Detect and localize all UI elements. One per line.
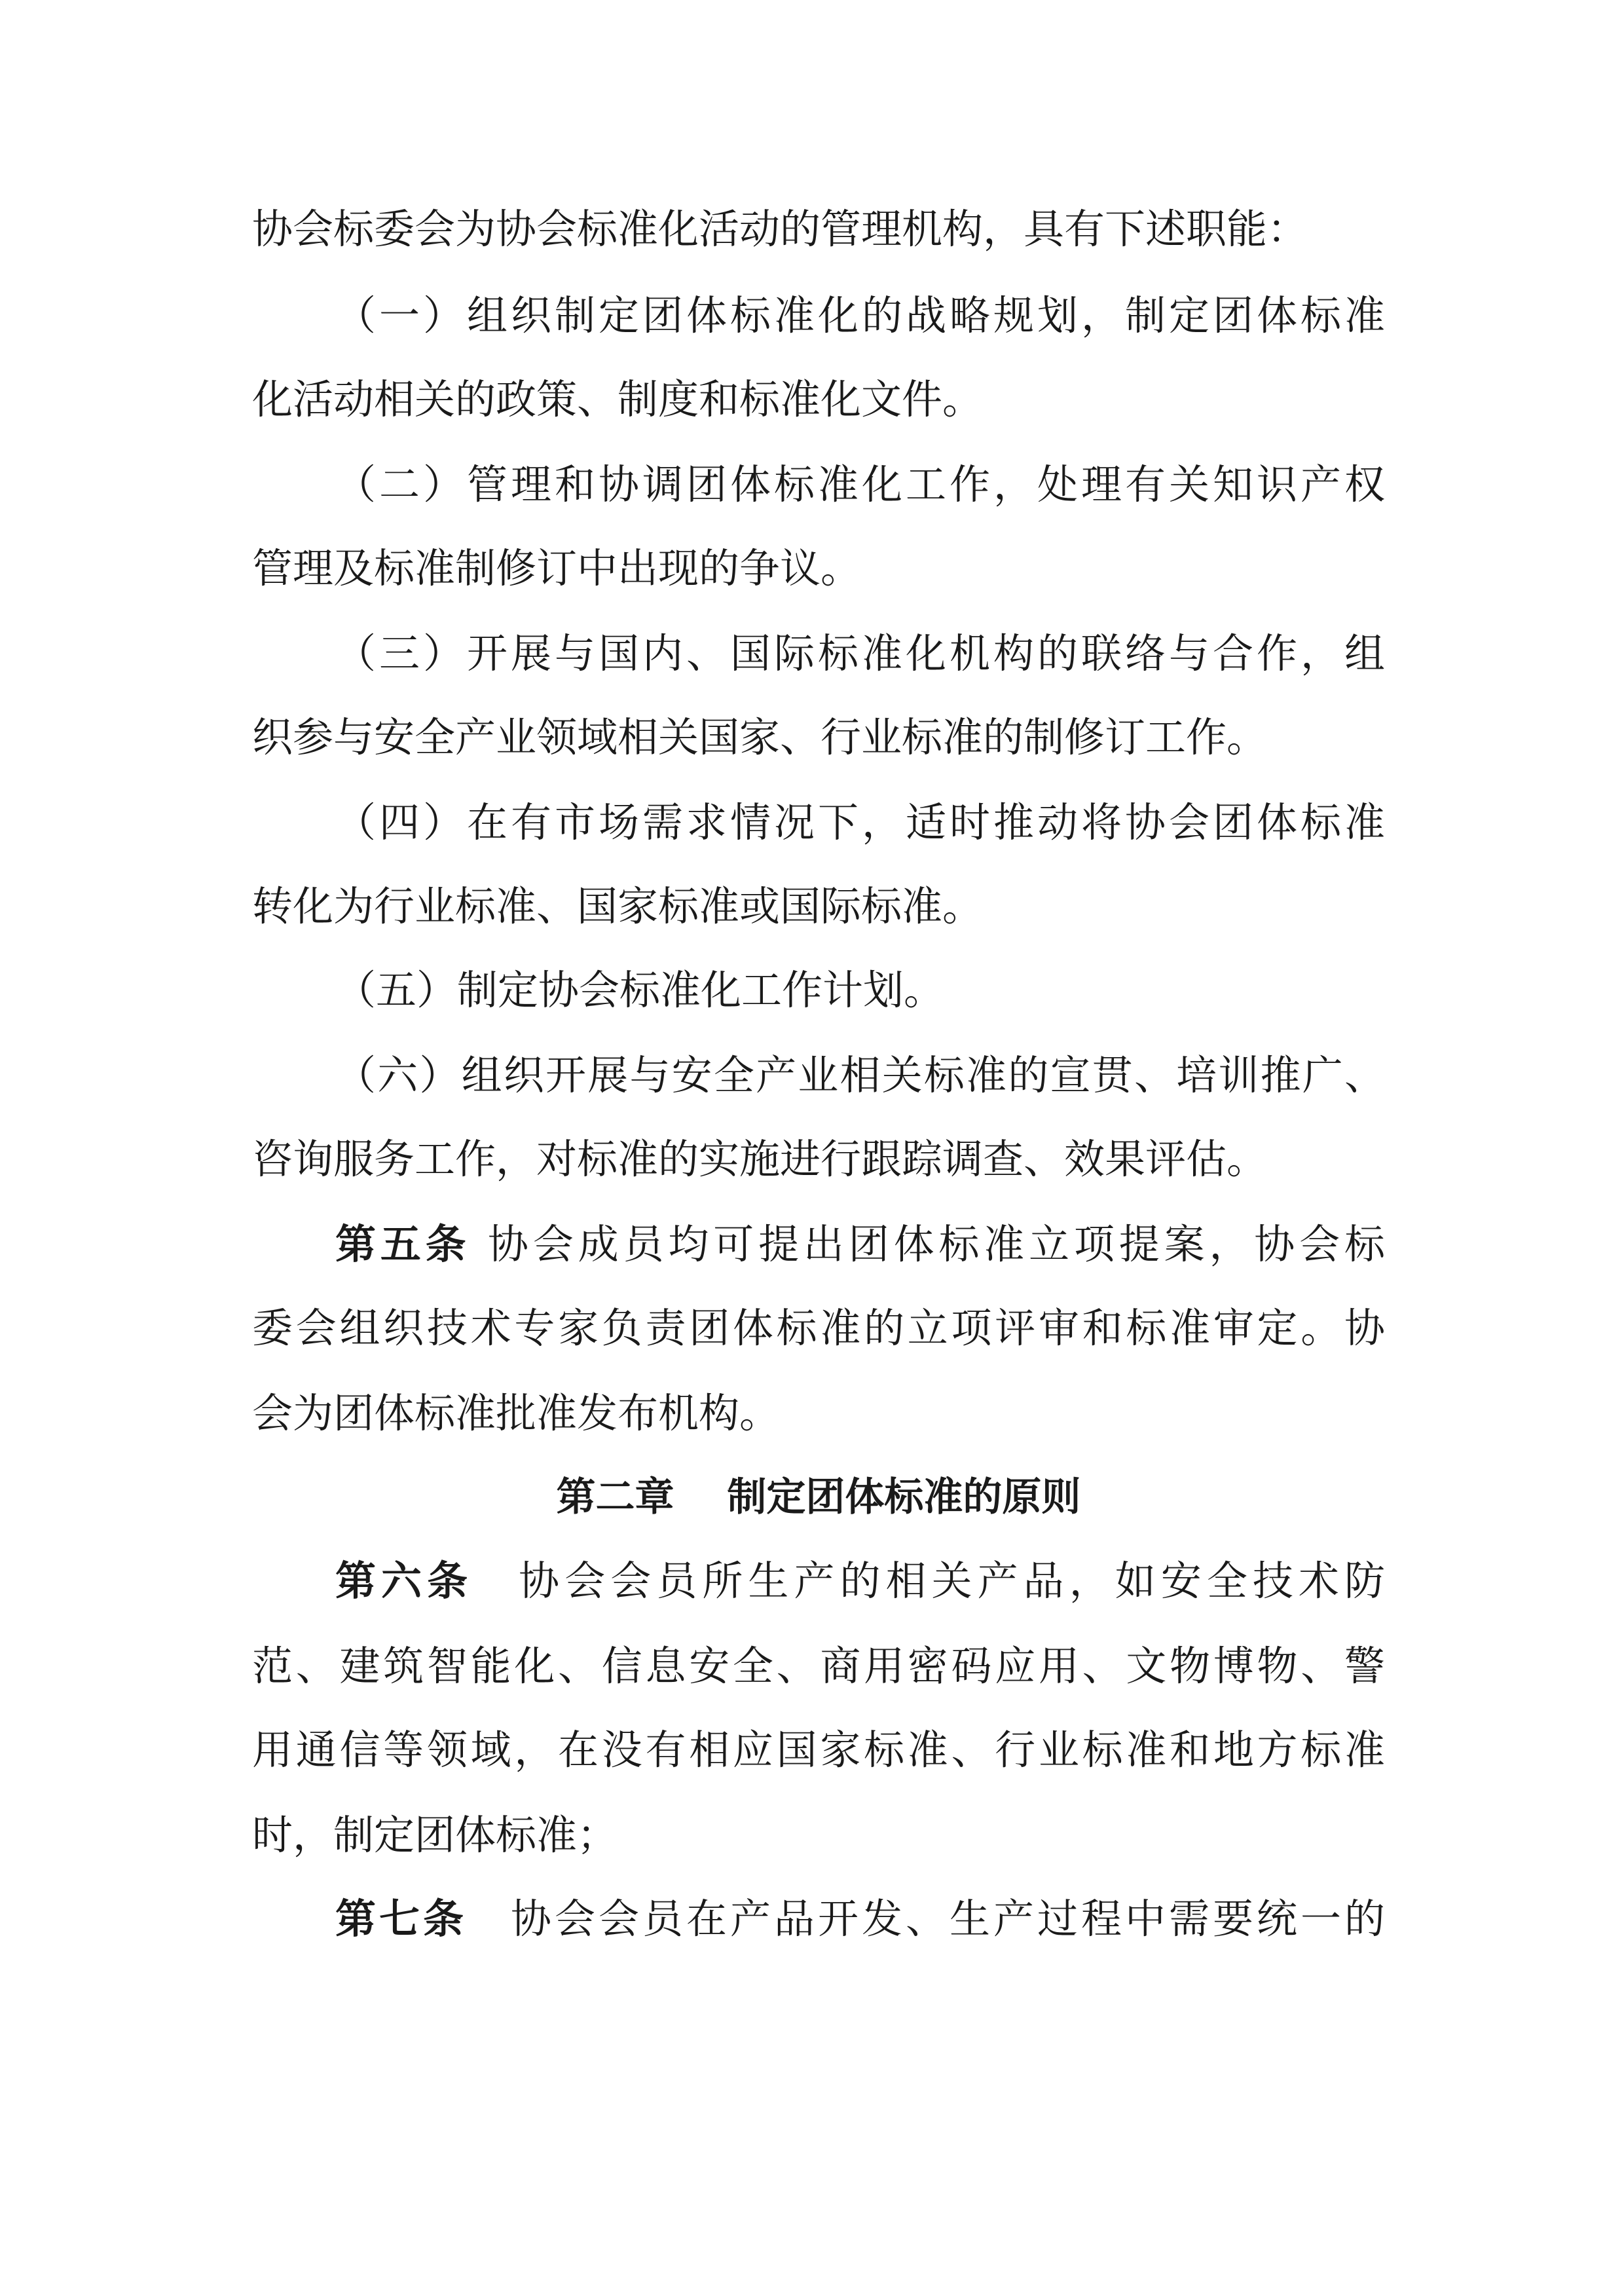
article5-line-2: 委会组织技术专家负责团体标准的立项评审和标准审定。协: [252, 1304, 1385, 1352]
article5-line-3: 会为团体标准批准发布机构。: [252, 1389, 781, 1437]
item6-line-1: （六）组织开展与安全产业相关标准的宣贯、培训推广、: [335, 1051, 1385, 1099]
article7-line-1: [335, 1886, 1385, 1952]
item1-line-1: （一）组织制定团体标准化的战略规划，制定团体标准: [335, 291, 1385, 339]
item3-line-1: （三）开展与国内、国际标准化机构的联络与合作，组: [335, 629, 1385, 677]
article5-text-1: 协会成员均可提出团体标准立项提案，协会标: [470, 1220, 1385, 1268]
article6-line-4: 时，制定团体标准；: [252, 1811, 618, 1859]
article7-text-1: 协会会员在产品开发、生产过程中需要统一的: [467, 1895, 1385, 1943]
item3-line-2: 织参与安全产业领域相关国家、行业标准的制修订工作。: [252, 713, 1268, 761]
article7-label: 第七条: [335, 1895, 467, 1943]
article6-line-3: 用通信等领域，在没有相应国家标准、行业标准和地方标准: [252, 1726, 1385, 1774]
article5-line-1: [335, 1212, 1385, 1277]
article6-line-1: [335, 1548, 1385, 1614]
item5-line-1: （五）制定协会标准化工作计划。: [335, 966, 945, 1014]
item4-line-1: （四）在有市场需求情况下，适时推动将协会团体标准: [335, 798, 1385, 846]
article6-line-2: 范、建筑智能化、信息安全、商用密码应用、文物博物、警: [252, 1642, 1385, 1690]
item1-line-2: 化活动相关的政策、制度和标准化文件。: [252, 375, 984, 423]
item2-line-1: （二）管理和协调团体标准化工作，处理有关知识产权: [335, 460, 1385, 508]
intro-line-1: 协会标委会为协会标准化活动的管理机构，具有下述职能：: [252, 205, 1308, 253]
item6-line-2: 咨询服务工作，对标准的实施进行跟踪调查、效果评估。: [252, 1135, 1268, 1183]
item4-line-2: 转化为行业标准、国家标准或国际标准。: [252, 882, 984, 930]
item2-line-2: 管理及标准制修订中出现的争议。: [252, 544, 862, 592]
chapter-2-heading: 第二章 制定团体标准的原则: [556, 1474, 1081, 1520]
article5-label: 第五条: [335, 1220, 471, 1268]
article6-text-1: 协会会员所生产的相关产品，如安全技术防: [473, 1557, 1385, 1605]
article6-label: 第六条: [335, 1557, 473, 1605]
